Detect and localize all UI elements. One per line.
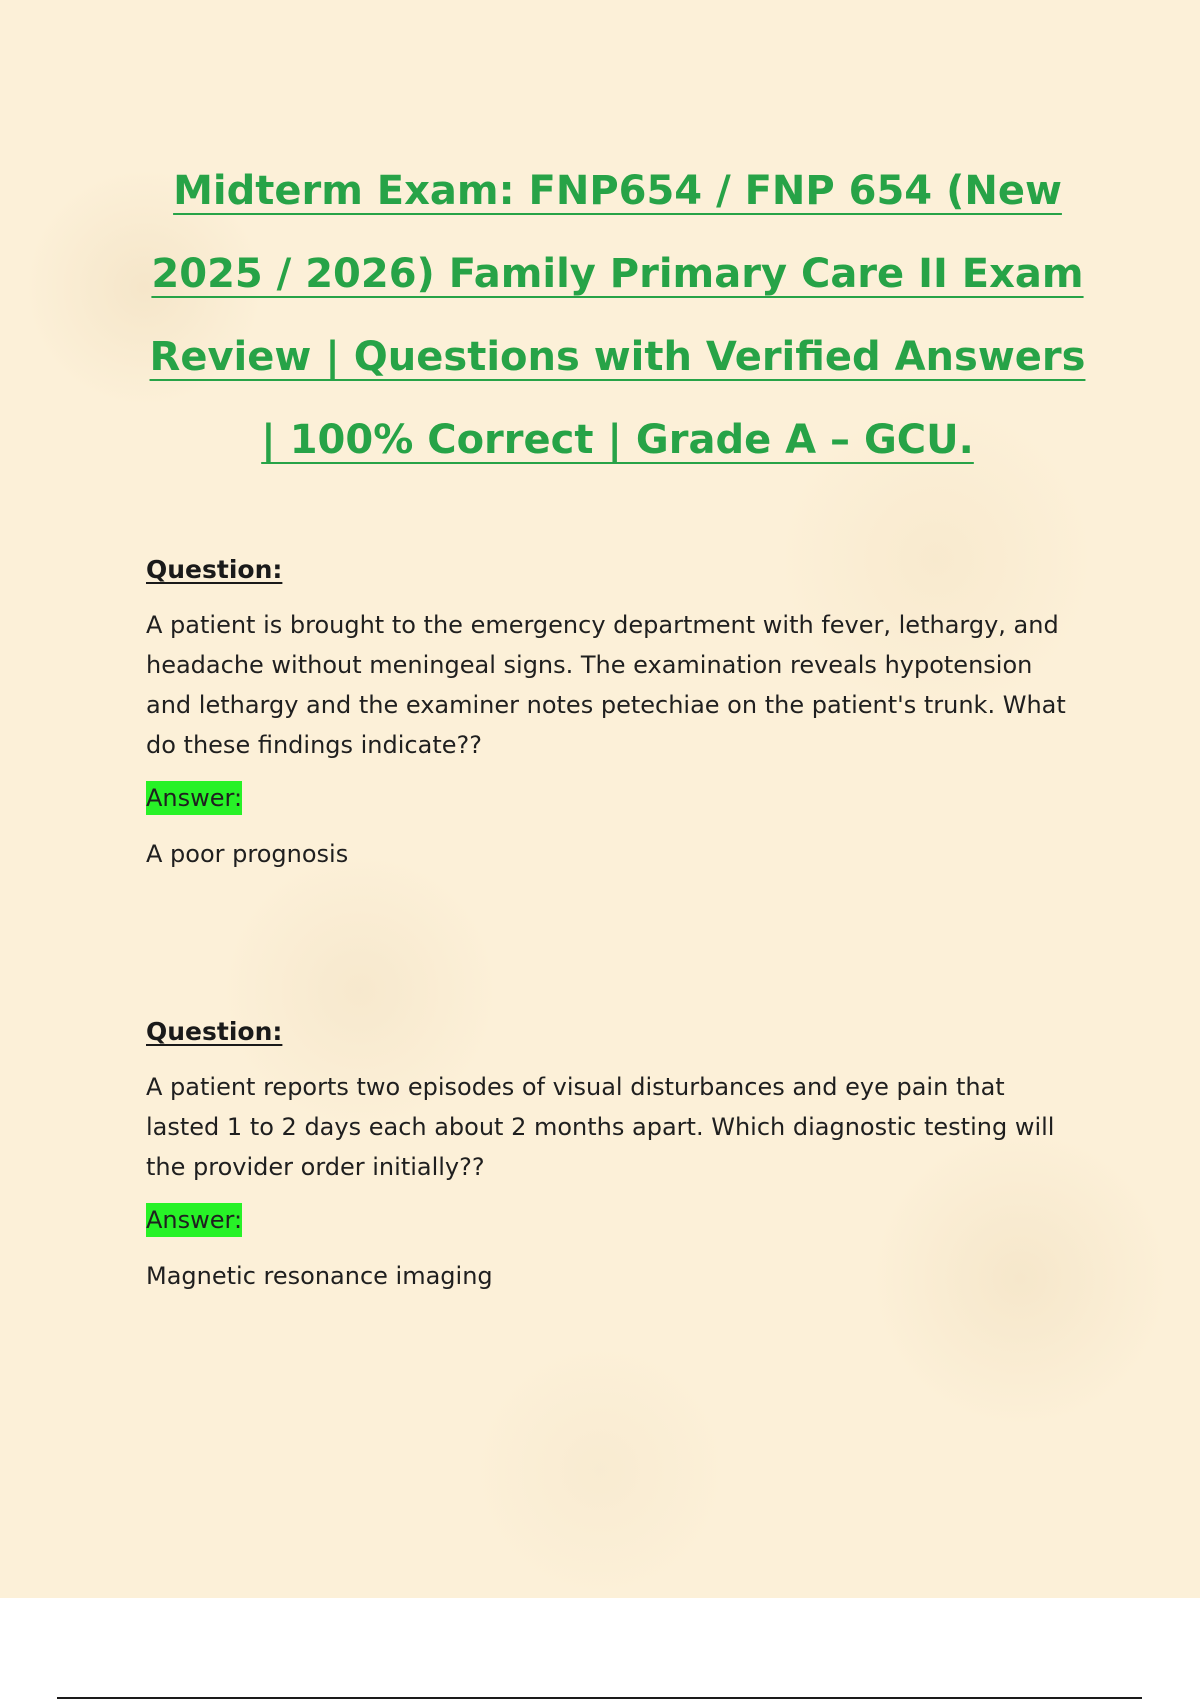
answer-label: Answer:: [146, 1203, 242, 1237]
question-label: Question:: [146, 1017, 283, 1046]
answer-label: Answer:: [146, 781, 242, 815]
question-text: A patient is brought to the emergency department with fever, lethargy, and headache without meningeal signs. The examination reveals hypotension and lethargy and the examiner notes petechiae on the patient's trunk. What do these findings indicate??: [146, 611, 1066, 759]
question-label: Question:: [146, 555, 283, 584]
document-title: Midterm Exam: FNP654 / FNP 654 (New 2025 / 2026) Family Primary Care II Exam Review | Questions with Verified Answers | 100% Correct | Grade A – GCU.: [149, 168, 1086, 463]
answer-text: Magnetic resonance imaging: [146, 1262, 493, 1290]
qa-entry-2: [146, 1014, 1066, 1293]
question-text: A patient reports two episodes of visual disturbances and eye pain that lasted 1 to 2 days each about 2 months apart. Which diagnostic testing will the provider order initially??: [146, 1073, 1055, 1181]
footer-divider: [57, 1697, 1142, 1699]
answer-text: A poor prognosis: [146, 840, 349, 868]
qa-entry-1: [146, 552, 1066, 871]
